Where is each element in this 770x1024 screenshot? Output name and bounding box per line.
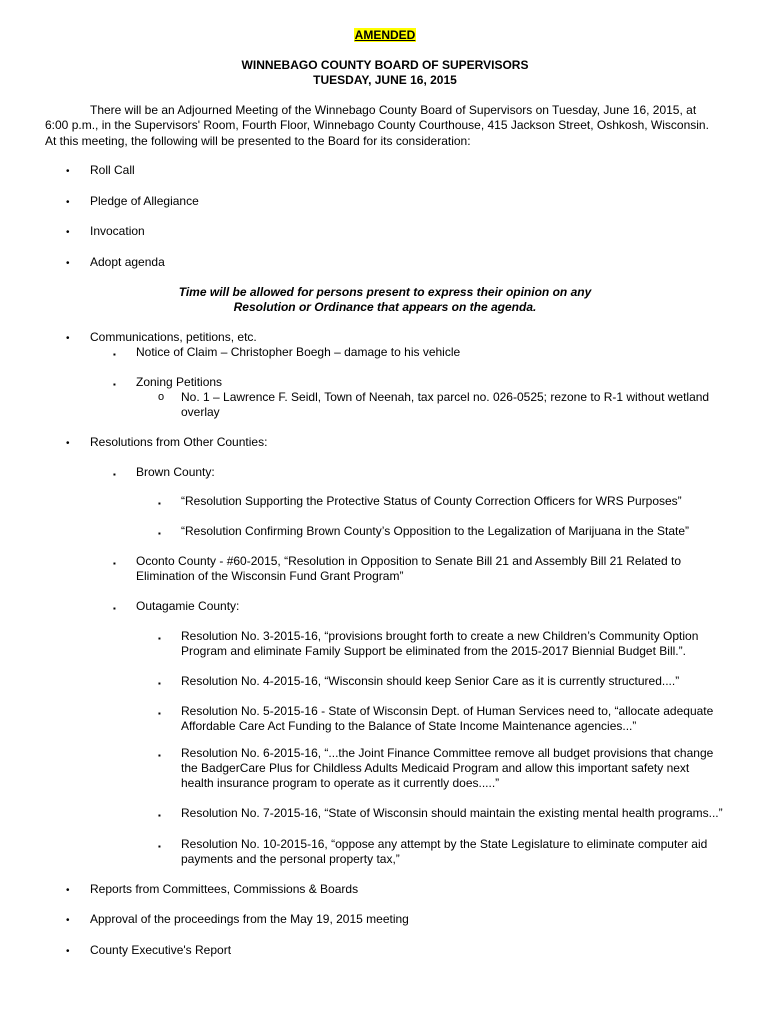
sub-item: Outagamie County: [136,599,240,613]
bullet-icon: • [66,197,70,208]
bullet-icon: • [66,946,70,957]
square-bullet-icon: ▪ [158,679,161,688]
square-bullet-icon: ▪ [158,842,161,851]
circle-bullet-icon: o [158,391,165,403]
sub-sub-item: Resolution No. 5-2015-16 - State of Wisconsin Dept. of Human Services need to, “allocate adequate [181,704,714,718]
sub-sub-item: Affordable Care Act Funding to the Balance of State Income Maintenance agencies...” [181,719,637,733]
square-bullet-icon: ▪ [113,350,116,359]
agenda-item: Pledge of Allegiance [90,194,199,208]
bullet-icon: • [66,258,70,269]
meeting-date: TUESDAY, JUNE 16, 2015 [313,73,457,87]
agenda-item: Invocation [90,224,145,238]
document-title: WINNEBAGO COUNTY BOARD OF SUPERVISORS [241,58,529,72]
square-bullet-icon: ▪ [158,634,161,643]
sub-item: Notice of Claim – Christopher Boegh – damage to his vehicle [136,345,461,359]
sub-sub-item: Resolution No. 7-2015-16, “State of Wisconsin should maintain the existing mental health programs...” [181,806,723,820]
square-bullet-icon: ▪ [113,380,116,389]
intro-line: 6:00 p.m., in the Supervisors' Room, Fourth Floor, Winnebago County Courthouse, 415 Jackson Street, Oshkosh, Wisconsin. [45,118,709,132]
sub-sub-item: Resolution No. 4-2015-16, “Wisconsin should keep Senior Care as it is currently structured....” [181,674,680,688]
sub-sub-item: Resolution No. 3-2015-16, “provisions brought forth to create a new Children’s Community Option [181,629,699,643]
sub-item: Brown County: [136,465,215,479]
square-bullet-icon: ▪ [158,499,161,508]
sub-sub-item: overlay [181,405,220,419]
sub-sub-item: Resolution No. 6-2015-16, “...the Joint Finance Committee remove all budget provisions that change [181,746,714,760]
bullet-icon: • [66,885,70,896]
agenda-item: Reports from Committees, Commissions & Boards [90,882,359,896]
sub-item: Elimination of the Wisconsin Fund Grant Program” [136,569,404,583]
sub-sub-item: “Resolution Confirming Brown County’s Opposition to the Legalization of Marijuana in the State” [181,524,690,538]
square-bullet-icon: ▪ [113,470,116,479]
sub-sub-item: Program and eliminate Family Support be eliminated from the 2015-2017 Biennial Budget Bill.”. [181,644,686,658]
square-bullet-icon: ▪ [158,811,161,820]
square-bullet-icon: ▪ [158,709,161,718]
bullet-icon: • [66,438,70,449]
agenda-item: Approval of the proceedings from the May 19, 2015 meeting [90,912,409,926]
square-bullet-icon: ▪ [158,751,161,760]
agenda-item: Resolutions from Other Counties: [90,435,268,449]
public-comment-notice: Resolution or Ordinance that appears on the agenda. [233,300,537,314]
bullet-icon: • [66,333,70,344]
public-comment-notice: Time will be allowed for persons present to express their opinion on any [178,285,592,299]
bullet-icon: • [66,915,70,926]
sub-sub-item: payments and the personal property tax,” [181,852,400,866]
amended-label: AMENDED [354,28,416,42]
square-bullet-icon: ▪ [113,604,116,613]
sub-sub-item: No. 1 – Lawrence F. Seidl, Town of Neenah, tax parcel no. 026-0525; rezone to R-1 without wetland [181,390,710,404]
agenda-item: County Executive's Report [90,943,232,957]
agenda-item: Communications, petitions, etc. [90,330,257,344]
bullet-icon: • [66,166,70,177]
intro-line: At this meeting, the following will be presented to the Board for its consideration: [45,134,471,148]
agenda-item: Adopt agenda [90,255,165,269]
agenda-item: Roll Call [90,163,135,177]
sub-item: Oconto County - #60-2015, “Resolution in Opposition to Senate Bill 21 and Assembly Bill 21 Related to [136,554,681,568]
square-bullet-icon: ▪ [158,529,161,538]
sub-sub-item: Resolution No. 10-2015-16, “oppose any attempt by the State Legislature to eliminate computer aid [181,837,708,851]
square-bullet-icon: ▪ [113,559,116,568]
sub-sub-item: the BadgerCare Plus for Childless Adults Medicaid Program and allow this important safety next [181,761,690,775]
sub-sub-item: “Resolution Supporting the Protective Status of County Correction Officers for WRS Purposes” [181,494,682,508]
intro-line: There will be an Adjourned Meeting of the Winnebago County Board of Supervisors on Tuesday, June 16, 2015, at [90,103,697,117]
sub-item: Zoning Petitions [136,375,223,389]
bullet-icon: • [66,227,70,238]
sub-sub-item: health insurance program to operate as it currently does.....” [181,776,500,790]
